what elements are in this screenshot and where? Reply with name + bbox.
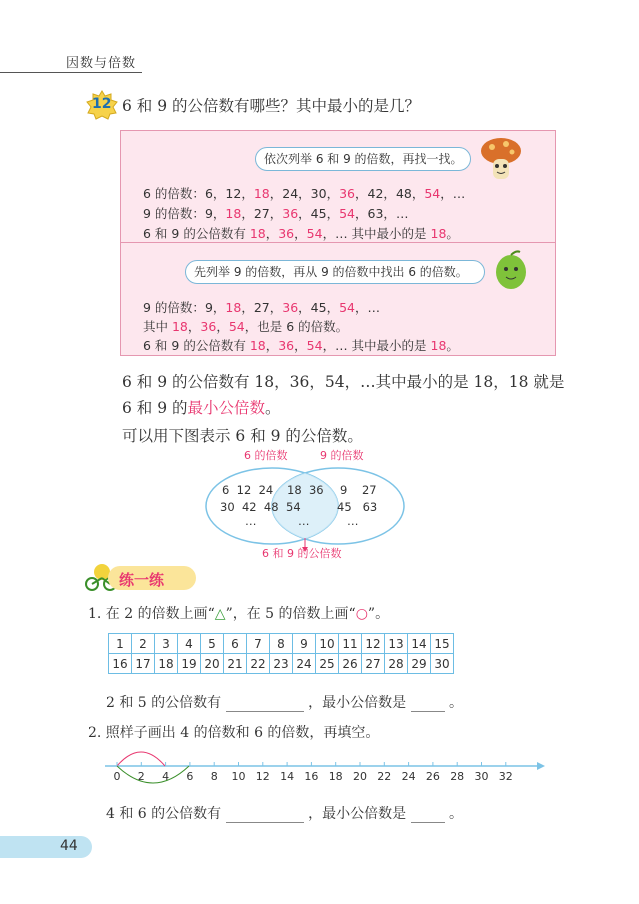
venn-right-row3: …	[347, 514, 359, 528]
number-line	[100, 740, 550, 785]
speech-bubble-method1: 依次列举 6 和 9 的倍数，再找一找。	[255, 147, 471, 171]
mango-character-icon	[490, 248, 532, 292]
method2-line3-middle: ，… 其中最小的是	[322, 338, 431, 353]
list-number: 54	[228, 319, 245, 334]
number-grid-row2	[109, 654, 454, 674]
page-number: 44	[60, 838, 78, 854]
grid-cell[interactable]: 7	[247, 634, 270, 654]
task1-text-part: ”，在 5 的倍数上画“	[225, 606, 356, 622]
grid-cell[interactable]: 19	[178, 654, 201, 674]
number-grid	[108, 633, 454, 674]
method1-line3-min: 18	[430, 226, 447, 241]
grid-cell[interactable]: 21	[224, 654, 247, 674]
conclusion-line2-prefix: 6 和 9 的	[122, 399, 188, 417]
grid-cell[interactable]: 27	[362, 654, 385, 674]
venn-right-label: 9 的倍数	[320, 449, 364, 462]
list-number: 18	[225, 206, 242, 221]
header-divider	[0, 72, 142, 73]
diagram-intro: 可以用下图表示 6 和 9 的公倍数。	[122, 427, 363, 445]
list-number: 42	[367, 186, 384, 201]
number-line-tick-label: 8	[210, 770, 218, 783]
grid-cell[interactable]: 23	[270, 654, 293, 674]
task1-text-part: ”。	[367, 606, 390, 622]
list-number: 54	[339, 300, 355, 315]
number-line-tick-label: 30	[474, 770, 489, 783]
method1-line1-label: 6 的倍数：	[143, 186, 205, 201]
number-line-tick-label: 10	[231, 770, 246, 783]
grid-cell[interactable]: 30	[431, 654, 454, 674]
method2-line1-items: 9，18，27，36，45，54，…	[204, 300, 381, 315]
number-line-tick-label: 32	[498, 770, 513, 783]
number-line-tick-label: 12	[255, 770, 270, 783]
task2-fill-prefix: 4 和 6 的公倍数有	[106, 806, 222, 822]
method2-line2-prefix: 其中	[143, 319, 172, 334]
task2-lcm-blank[interactable]	[411, 808, 445, 823]
list-number: 54	[306, 338, 323, 353]
conclusion-line2	[122, 396, 281, 418]
list-number: 27	[253, 300, 270, 315]
grid-cell[interactable]: 22	[247, 654, 270, 674]
list-number: 36	[278, 338, 295, 353]
venn-middle-row1: 18 36	[287, 483, 324, 497]
list-number: 9	[204, 300, 213, 315]
list-number: 36	[200, 319, 217, 334]
task2-common-multiples-blank[interactable]	[226, 808, 304, 823]
number-line-tick-label: 28	[450, 770, 465, 783]
task2-fill-middle: ，最小公倍数是	[308, 806, 407, 822]
list-number: 18	[249, 338, 266, 353]
conclusion-line1: 6 和 9 的公倍数有 18，36，54，…其中最小的是 18，18 就是	[122, 373, 565, 391]
circle-symbol-icon: ○	[355, 606, 368, 622]
method1-line3-prefix: 6 和 9 的公倍数有	[143, 226, 250, 241]
number-line-tick-label: 22	[377, 770, 392, 783]
list-number: 9	[204, 206, 213, 221]
grid-cell[interactable]: 17	[132, 654, 155, 674]
task1-fill-prefix: 2 和 5 的公倍数有	[106, 695, 222, 711]
grid-cell[interactable]: 2	[132, 634, 155, 654]
list-number: 45	[310, 300, 327, 315]
number-line-tick-label: 20	[353, 770, 367, 783]
list-number: 54	[339, 206, 355, 221]
list-number: 54	[424, 186, 441, 201]
list-number: …	[395, 206, 409, 221]
grid-cell[interactable]: 25	[316, 654, 339, 674]
venn-right-row2: 45 63	[337, 500, 378, 514]
venn-left-row3: …	[245, 514, 257, 528]
task1-fill-end: 。	[448, 695, 463, 711]
task2-fill-line	[106, 803, 463, 823]
number-line-tick-label: 18	[328, 770, 343, 783]
method1-line2	[143, 204, 408, 222]
list-number: 18	[171, 319, 188, 334]
grid-cell[interactable]: 12	[362, 634, 385, 654]
grid-cell[interactable]: 13	[385, 634, 408, 654]
venn-bottom-label: 6 和 9 的公倍数	[262, 547, 342, 560]
grid-cell[interactable]: 15	[431, 634, 454, 654]
section-title: 因数与倍数	[66, 56, 137, 71]
task2-instruction: 2. 照样子画出 4 的倍数和 6 的倍数，再填空。	[88, 725, 380, 741]
conclusion-line2-end: 。	[265, 399, 281, 417]
task1-text	[88, 606, 389, 622]
number-grid-row1	[109, 634, 454, 654]
task1-instruction	[88, 603, 389, 623]
solution-divider	[120, 242, 556, 243]
example-question: 6 和 9 的公倍数有哪些？其中最小的是几？	[122, 97, 421, 115]
method2-line3-prefix: 6 和 9 的公倍数有	[143, 338, 250, 353]
method2-line2	[143, 317, 348, 335]
venn-left-row1: 6 12 24	[222, 483, 274, 497]
triangle-symbol-icon: △	[214, 606, 226, 622]
method2-line2-suffix: ，也是 6 的倍数。	[244, 319, 349, 334]
method1-line2-label: 9 的倍数：	[143, 206, 205, 221]
number-line-tick-label: 26	[425, 770, 440, 783]
example-number: 12	[92, 96, 112, 112]
list-number: 27	[253, 206, 270, 221]
method2-line3-min: 18	[430, 338, 447, 353]
list-number: 18	[225, 300, 242, 315]
grid-cell[interactable]: 16	[109, 654, 132, 674]
method2-line2-items: 18，36，54	[171, 319, 245, 334]
mushroom-character-icon	[478, 135, 524, 185]
method2-line3-items: 18，36，54	[249, 338, 323, 353]
method1-line1-items: 6，12，18，24，30，36，42，48，54，…	[204, 186, 466, 201]
list-number: 36	[282, 206, 299, 221]
grid-cell[interactable]: 18	[155, 654, 178, 674]
grid-cell[interactable]: 28	[385, 654, 408, 674]
task1-common-multiples-blank[interactable]	[226, 697, 304, 712]
method1-line3-items: 18，36，54	[249, 226, 323, 241]
list-number: 45	[310, 206, 327, 221]
method2-line3	[143, 336, 459, 354]
method2-line1	[143, 298, 380, 316]
list-number: 54	[306, 226, 323, 241]
grid-cell[interactable]: 14	[408, 634, 431, 654]
method1-line3	[143, 224, 459, 242]
list-number: 6	[204, 186, 213, 201]
grid-cell[interactable]: 6	[224, 634, 247, 654]
grid-cell[interactable]: 26	[339, 654, 362, 674]
number-line-tick-label: 2	[137, 770, 145, 783]
number-line-tick-label: 14	[280, 770, 295, 783]
number-line-tick-label: 16	[304, 770, 319, 783]
task1-fill-middle: ，最小公倍数是	[308, 695, 407, 711]
method1-line3-end: 。	[446, 226, 459, 241]
number-line-tick-label: 4	[162, 770, 170, 783]
number-line-tick-label: 0	[113, 770, 121, 783]
list-number: 12	[225, 186, 242, 201]
grid-cell[interactable]: 29	[408, 654, 431, 674]
grid-cell[interactable]: 5	[201, 634, 224, 654]
list-number: 63	[367, 206, 384, 221]
grid-cell[interactable]: 20	[201, 654, 224, 674]
number-line-tick-label: 24	[401, 770, 416, 783]
method2-line1-label: 9 的倍数：	[143, 300, 205, 315]
grid-cell[interactable]: 1	[109, 634, 132, 654]
list-number: 30	[310, 186, 327, 201]
number-line-arrowhead	[537, 762, 545, 770]
venn-left-row2: 30 42 48	[220, 500, 279, 514]
method1-line3-middle: ，… 其中最小的是	[322, 226, 431, 241]
method2-line3-end: 。	[446, 338, 459, 353]
grid-cell[interactable]: 10	[316, 634, 339, 654]
task1-text-part: 1. 在 2 的倍数上画“	[88, 606, 215, 622]
venn-left-label: 6 的倍数	[244, 449, 288, 462]
venn-middle-row2: 54	[286, 500, 301, 514]
list-number: 36	[282, 300, 299, 315]
practice-title: 练一练	[119, 571, 165, 589]
grid-cell[interactable]: 8	[270, 634, 293, 654]
grid-cell[interactable]: 24	[293, 654, 316, 674]
number-line-tick-label: 6	[186, 770, 194, 783]
list-number: 18	[253, 186, 270, 201]
list-number: …	[367, 300, 381, 315]
task1-fill-line	[106, 692, 463, 712]
method1-line1	[143, 184, 465, 202]
lcm-keyword: 最小公倍数	[187, 399, 266, 417]
page-number-tab	[0, 836, 92, 858]
list-number: 48	[395, 186, 412, 201]
list-number: 18	[249, 226, 266, 241]
list-number: 36	[278, 226, 295, 241]
speech-bubble-method2: 先列举 9 的倍数，再从 9 的倍数中找出 6 的倍数。	[185, 260, 485, 284]
grid-cell[interactable]: 11	[339, 634, 362, 654]
grid-cell[interactable]: 9	[293, 634, 316, 654]
grid-cell[interactable]: 3	[155, 634, 178, 654]
venn-right-row1: 9 27	[340, 483, 377, 497]
method1-line2-items: 9，18，27，36，45，54，63，…	[204, 206, 409, 221]
venn-middle-row3: …	[298, 514, 310, 528]
list-number: 36	[339, 186, 355, 201]
list-number: 24	[282, 186, 299, 201]
task1-lcm-blank[interactable]	[411, 697, 445, 712]
grid-cell[interactable]: 4	[178, 634, 201, 654]
task2-fill-end: 。	[448, 806, 463, 822]
example-arc-multiples-of-6	[117, 766, 189, 783]
list-number: …	[452, 186, 466, 201]
